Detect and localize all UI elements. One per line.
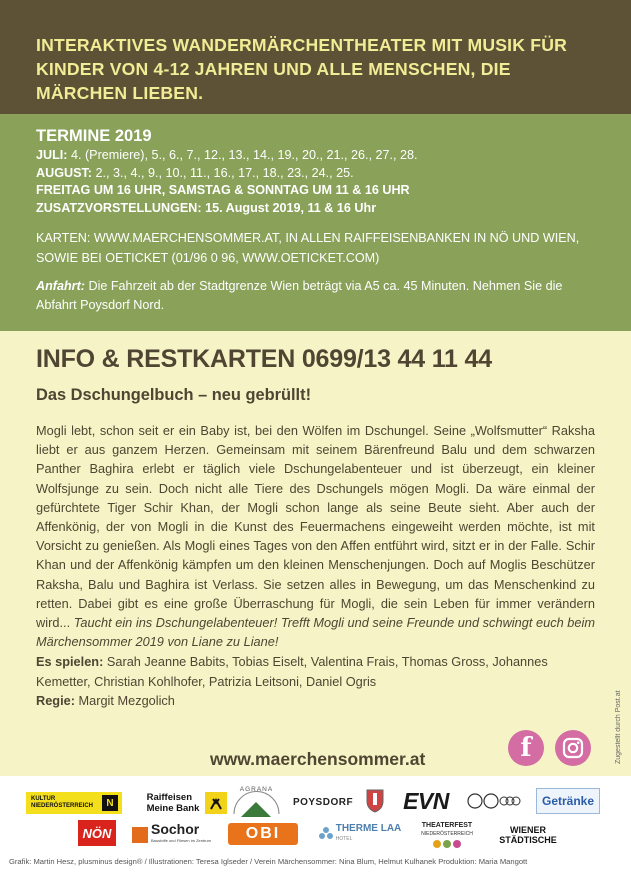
evn-logo: EVN [403, 787, 449, 814]
car-brands-logo [466, 792, 526, 810]
kultur-noe-logo: KULTUR NIEDERÖSTERREICH N [26, 792, 122, 814]
august-dates-row [36, 165, 595, 183]
ticket-info: KARTEN: WWW.MAERCHENSOMMER.AT, IN ALLEN RAIFFEISENBANKEN IN NÖ UND WIEN, SOWIE BEI OETICKET (01/96 0 96, WWW.OETICKET.COM) [36, 231, 580, 265]
instagram-glyph [562, 737, 584, 759]
extra-shows: ZUSATZVORSTELLUNGEN: 15. August 2019, 11 & 16 Uhr [36, 200, 377, 215]
show-times: FREITAG UM 16 UHR, SAMSTAG & SONNTAG UM 11 & 16 UHR [36, 183, 410, 197]
august-dates: 2., 3., 4., 9., 10., 11., 16., 17., 18., 23., 24., 25. [91, 165, 354, 180]
raiffeisen-logo: Raiffeisen Meine Bank [128, 788, 246, 818]
website-link[interactable]: www.maerchensommer.at [210, 749, 426, 769]
noen-logo: NÖN [78, 820, 116, 846]
juli-dates-row [36, 147, 595, 165]
directions-label: Anfahrt: [36, 279, 85, 293]
theaterfest-logo: THEATERFEST NIEDERÖSTERREICH [414, 820, 480, 850]
director-label: Regie: [36, 693, 75, 709]
juli-label: JULI: [36, 148, 68, 162]
termine-band [0, 114, 631, 331]
juli-dates: 4. (Premiere), 5., 6., 7., 12., 13., 14., 19., 20., 21., 26., 27., 28. [67, 148, 418, 162]
raiffeisen-gable-icon [205, 792, 227, 814]
story-italic: Taucht ein ins Dschungelabenteuer! Trefft Mogli und seine Freunde und schwingt euch beim Märchensommer 2019 von Liane zu Liane! [36, 615, 595, 650]
obi-logo: OBI [228, 823, 298, 845]
therme-laa-logo: THERME LAA HOTEL [314, 821, 406, 847]
wiener-staedtische-logo: WIENER STÄDTISCHE [499, 825, 557, 845]
sochor-mark-icon [132, 827, 148, 843]
director-name: Margit Mezgolich [74, 693, 175, 709]
info-title: INFO & RESTKARTEN 0699/13 44 11 44 [36, 345, 492, 373]
cast-names: Sarah Jeanne Babits, Tobias Eiselt, Valentina Frais, Thomas Gross, Johannes Kemetter, Christian Kohlhofer, Patrizia Leitsoni, Daniel Ogris [36, 654, 548, 689]
cast-list [36, 652, 595, 711]
noe-mark-icon: N [102, 795, 118, 811]
info-band [0, 331, 631, 776]
directions [36, 277, 595, 314]
crest-icon [364, 786, 386, 814]
sochor-logo: Sochor Baustoffe und Fliesen im Zentrum [132, 820, 216, 850]
august-label: AUGUST: [36, 165, 92, 180]
facebook-icon[interactable]: f [508, 730, 544, 766]
instagram-icon[interactable] [555, 730, 591, 766]
cast-label: Es spielen: [36, 654, 104, 670]
story-body: Mogli lebt, schon seit er ein Baby ist, bei den Wölfen im Dschungel. Seine „Wolfsmutter“ Raksha liebt er aus ganzem Herzen. Gemeinsam mit seinem Bärenfreund Balu und dem schwarzen Panther Baghira erlebt er täglich viele Dschungelabenteuer und ist überzeugt, ein kleiner Wolfsjunge zu sein. Doch nicht alle Tiere des Dschungels mögen Mogli. Da wäre einmal der gefürchtete Tiger Schir Khan, der Mogli schon lange als seine Beute sieht. Aber auch der Affenkönig, der von Mogli in die Kunst des Feuermachens eingeweiht werden möchte, ist mit Vorsicht zu genießen. Als Mogli eines Tages von den Affen entführt wird, sitzt er in der Falle. Schir Khan und der Affenkönig kämpfen um den kleinen Menschenjungen. Doch auf Moglis Beschützer Raksha, Balu und Baghira ist Verlass. Sie setzen alles in Bewegung, um das Menschenkind zu retten. Dabei gibt es eine große Überraschung für Mogli, die sein Leben für immer verändern wird... [36, 423, 595, 631]
credits-line: Grafik: Martin Hesz, plusminus design® / Illustrationen: Teresa Iglseder / Verein Märchensommer: Nina Blum, Helmut Kulhanek Produktion: Maria Mangott [9, 857, 528, 866]
headline: INTERAKTIVES WANDERMÄRCHENTHEATER MIT MUSIK FÜR KINDER VON 4-12 JAHREN UND ALLE MENSCHEN, DIE MÄRCHEN LIEBEN. [36, 35, 568, 103]
postal-note: Zugestellt durch Post.at [615, 690, 622, 764]
story-text [36, 421, 595, 651]
agrana-logo: AGRANA [229, 784, 284, 820]
play-subtitle: Das Dschungelbuch – neu gebrüllt! [36, 386, 312, 404]
directions-text: Die Fahrzeit ab der Stadtgrenze Wien beträgt via A5 ca. 45 Minuten. Nehmen Sie die Abfahrt Poysdorf Nord. [36, 279, 563, 312]
therme-flower-icon [319, 827, 333, 841]
poysdorf-logo: POYSDORF [292, 796, 354, 808]
sponsor-strip [0, 776, 631, 883]
termine-title: TERMINE 2019 [36, 127, 152, 145]
getraenke-logo: Getränke [536, 788, 600, 814]
header-band [0, 0, 631, 114]
